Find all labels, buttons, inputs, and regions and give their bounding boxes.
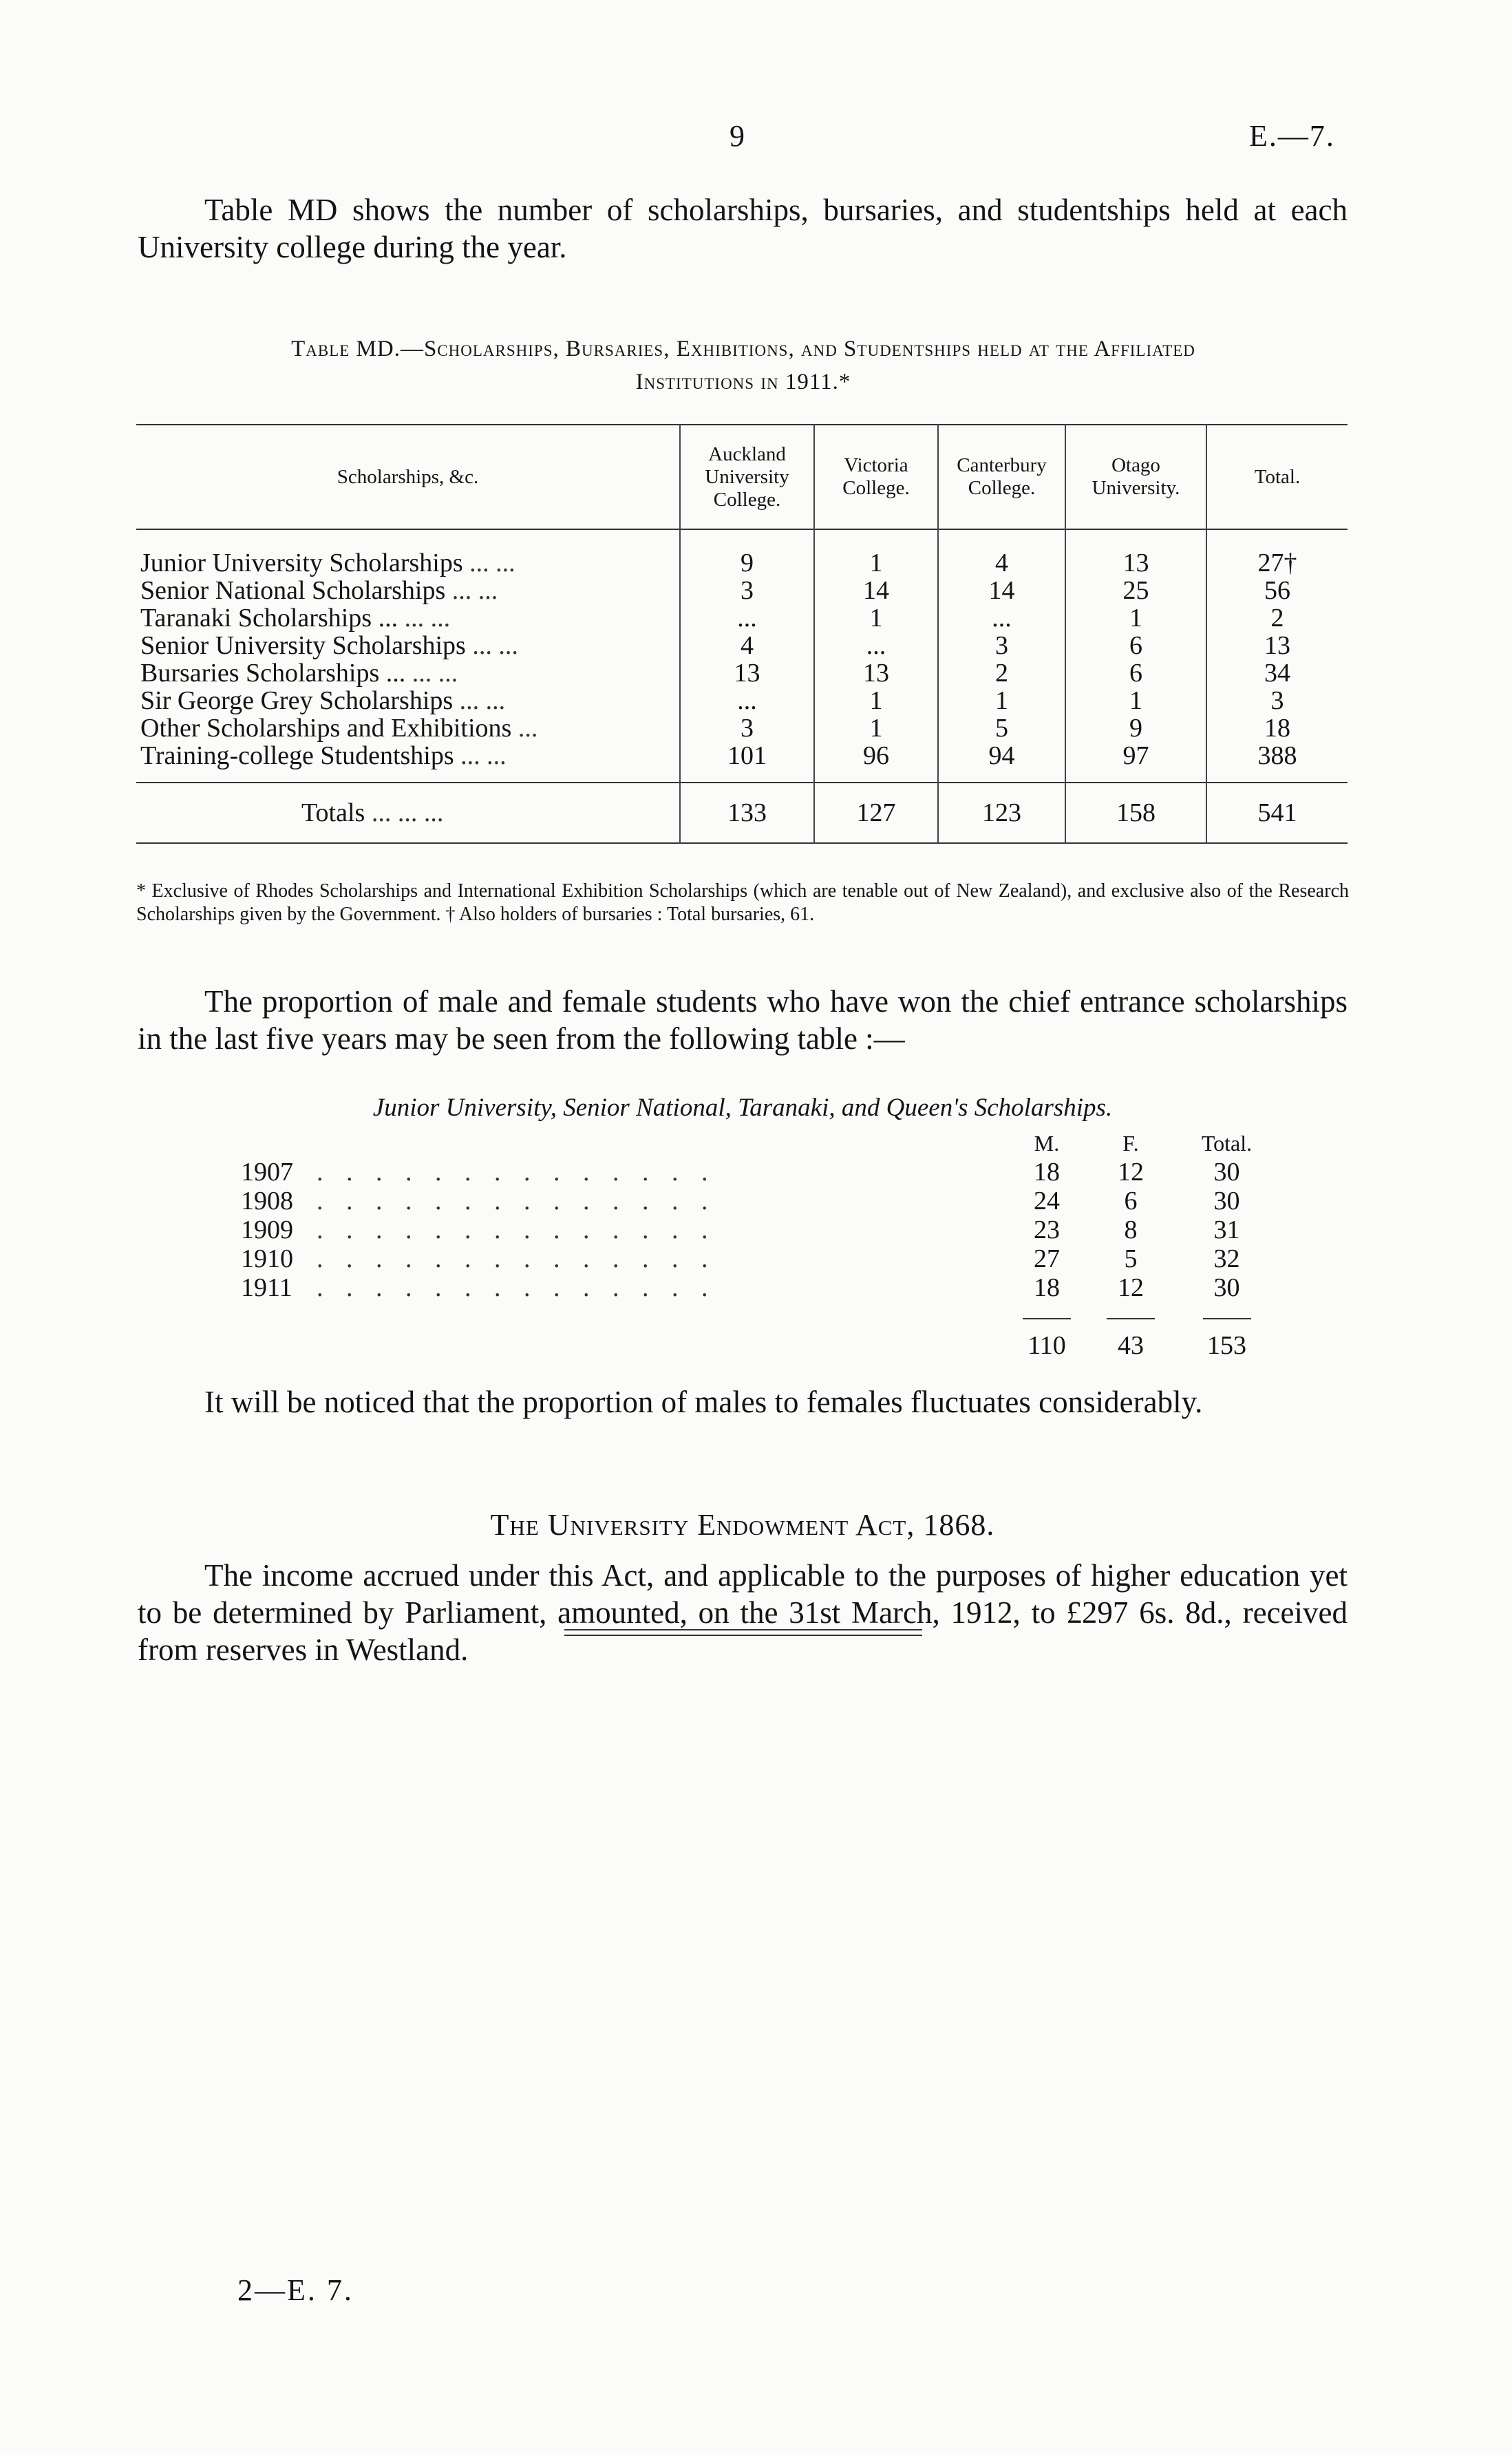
row-label: Bursaries Scholarships ... ... ... <box>140 659 458 688</box>
cell: 5 <box>938 714 1065 742</box>
male-count: 23 <box>1034 1215 1060 1244</box>
cell: 6 <box>1065 659 1206 687</box>
year-row <box>241 1244 1281 1273</box>
year: 1911 <box>241 1273 292 1302</box>
year-row <box>241 1215 1281 1244</box>
year-total: 30 <box>1213 1273 1240 1302</box>
male-count: 18 <box>1034 1273 1060 1302</box>
col-header-canterbury: Canterbury College. <box>938 425 1065 529</box>
totals-label: Totals ... ... ... <box>301 798 444 827</box>
fluctuation-paragraph: It will be noticed that the proportion of males to females fluctuates considerably. <box>204 1385 1203 1419</box>
gender-totals-row <box>241 1331 1281 1360</box>
cell: 1 <box>1065 604 1206 632</box>
table-row <box>136 577 1348 604</box>
cell: 14 <box>814 577 938 604</box>
table-footnote: * Exclusive of Rhodes Scholarships and International Exhibition Scholarships (which are tenable out of New Zealand), and exclusive also of the Research Scholarships given by the Government. † Also holders of bursaries : Total bursaries, 61. <box>136 880 1349 925</box>
cell: 4 <box>938 529 1065 577</box>
female-count: 12 <box>1118 1273 1144 1302</box>
year: 1910 <box>241 1244 293 1273</box>
table-row <box>136 687 1348 714</box>
table-row <box>136 742 1348 783</box>
col-header-scholarships: Scholarships, &c. <box>337 465 479 488</box>
gender-table-title: Junior University, Senior National, Taranaki, and Queen's Scholarships. <box>372 1094 1113 1122</box>
intro-paragraph: Table MD shows the number of scholarships, bursaries, and studentships held at each University college during the year. <box>138 193 1348 264</box>
cell: 96 <box>814 742 938 783</box>
row-label: Taranaki Scholarships ... ... ... <box>140 604 451 633</box>
table-row <box>136 604 1348 632</box>
table-header-row <box>136 425 1348 529</box>
leader-dots: . . . . . . . . . . . . . . <box>317 1158 716 1187</box>
leader-dots: . . . . . . . . . . . . . . <box>317 1215 716 1244</box>
cell: 2 <box>938 659 1065 687</box>
year-total: 30 <box>1213 1187 1240 1215</box>
year-row <box>241 1273 1281 1302</box>
cell: 1 <box>814 604 938 632</box>
gender-table-header <box>241 1129 1281 1158</box>
col-header-otago: Otago University. <box>1065 425 1206 529</box>
header-total: Total. <box>1201 1130 1253 1156</box>
table-caption <box>131 332 1356 398</box>
leader-dots: . . . . . . . . . . . . . . <box>317 1273 716 1302</box>
year-row <box>241 1158 1281 1187</box>
row-label: Junior University Scholarships ... ... <box>140 549 515 577</box>
cell: ... <box>680 687 814 714</box>
total-cell: 133 <box>680 783 814 843</box>
table-caption-line-1: Table MD.—Scholarships, Bursaries, Exhibitions, and Studentships held at the Affiliated <box>291 337 1195 361</box>
cell: 13 <box>814 659 938 687</box>
female-count: 5 <box>1124 1244 1138 1273</box>
sum-rule <box>1203 1318 1251 1319</box>
cell: 25 <box>1065 577 1206 604</box>
col-header-total: Total. <box>1206 425 1348 529</box>
rule-row <box>241 1302 1281 1331</box>
col-header-victoria: Victoria College. <box>814 425 938 529</box>
total-cell: 158 <box>1065 783 1206 843</box>
cell: 9 <box>680 529 814 577</box>
cell: 13 <box>1065 529 1206 577</box>
row-label: Other Scholarships and Exhibitions ... <box>140 714 538 743</box>
male-count: 18 <box>1034 1158 1060 1187</box>
female-count: 12 <box>1118 1158 1144 1187</box>
page-number: 9 <box>730 119 745 153</box>
sum-rule <box>1023 1318 1071 1319</box>
table-row <box>136 529 1348 577</box>
cell: 56 <box>1206 577 1348 604</box>
female-total: 43 <box>1118 1331 1144 1360</box>
cell: 9 <box>1065 714 1206 742</box>
cell: 97 <box>1065 742 1206 783</box>
grand-total: 153 <box>1207 1331 1246 1360</box>
scholarships-table <box>136 424 1348 844</box>
year: 1908 <box>241 1187 293 1215</box>
female-count: 8 <box>1124 1215 1138 1244</box>
closing-rule-bottom <box>564 1635 922 1636</box>
year-row <box>241 1187 1281 1215</box>
row-label: Sir George Grey Scholarships ... ... <box>140 686 506 715</box>
cell: 388 <box>1206 742 1348 783</box>
header-male: M. <box>1034 1130 1060 1156</box>
cell: 3 <box>680 714 814 742</box>
table-caption-line-2: Institutions in 1911.* <box>635 370 851 394</box>
cell: 3 <box>1206 687 1348 714</box>
cell: 1 <box>814 529 938 577</box>
signature-mark: 2—E. 7. <box>237 2273 354 2307</box>
row-label: Senior National Scholarships ... ... <box>140 576 498 605</box>
document-reference: E.—7. <box>1249 119 1335 153</box>
male-count: 27 <box>1034 1244 1060 1273</box>
total-cell: 541 <box>1206 783 1348 843</box>
year: 1907 <box>241 1158 293 1187</box>
totals-row <box>136 783 1348 843</box>
male-total: 110 <box>1027 1331 1066 1360</box>
cell: 13 <box>680 659 814 687</box>
cell: 14 <box>938 577 1065 604</box>
cell: 94 <box>938 742 1065 783</box>
closing-rule-top <box>564 1629 922 1630</box>
year-total: 31 <box>1213 1215 1240 1244</box>
cell: 3 <box>680 577 814 604</box>
cell: 1 <box>814 714 938 742</box>
row-label: Senior University Scholarships ... ... <box>140 631 518 660</box>
header-female: F. <box>1122 1130 1139 1156</box>
year-total: 32 <box>1213 1244 1240 1273</box>
cell: 1 <box>1065 687 1206 714</box>
table-row <box>136 659 1348 687</box>
female-count: 6 <box>1124 1187 1138 1215</box>
male-count: 24 <box>1034 1187 1060 1215</box>
cell: 1 <box>814 687 938 714</box>
cell: 2 <box>1206 604 1348 632</box>
cell: 18 <box>1206 714 1348 742</box>
cell: 4 <box>680 632 814 659</box>
endowment-paragraph: The income accrued under this Act, and applicable to the purposes of higher education yet to be determined by Parliament, amounted, on the 31st March, 1912, to £297 6s. 8d., received from reserves in Westland. <box>138 1558 1348 1667</box>
cell: 101 <box>680 742 814 783</box>
cell: 34 <box>1206 659 1348 687</box>
section-heading: The University Endowment Act, 1868. <box>490 1508 995 1542</box>
year: 1909 <box>241 1215 293 1244</box>
cell: 1 <box>938 687 1065 714</box>
cell: ... <box>938 604 1065 632</box>
leader-dots: . . . . . . . . . . . . . . <box>317 1244 716 1273</box>
cell: 27† <box>1206 529 1348 577</box>
proportion-paragraph: The proportion of male and female students who have won the chief entrance scholarships in the last five years may be seen from the following table :— <box>138 984 1348 1056</box>
total-cell: 127 <box>814 783 938 843</box>
leader-dots: . . . . . . . . . . . . . . <box>317 1187 716 1215</box>
cell: ... <box>680 604 814 632</box>
col-header-auckland: Auckland University College. <box>680 425 814 529</box>
cell: 3 <box>938 632 1065 659</box>
total-cell: 123 <box>938 783 1065 843</box>
cell: 6 <box>1065 632 1206 659</box>
table-row <box>136 632 1348 659</box>
cell: 13 <box>1206 632 1348 659</box>
row-label: Training-college Studentships ... ... <box>140 741 507 770</box>
sum-rule <box>1107 1318 1155 1319</box>
gender-table <box>241 1129 1281 1360</box>
cell: ... <box>814 632 938 659</box>
table-row <box>136 714 1348 742</box>
year-total: 30 <box>1213 1158 1240 1187</box>
